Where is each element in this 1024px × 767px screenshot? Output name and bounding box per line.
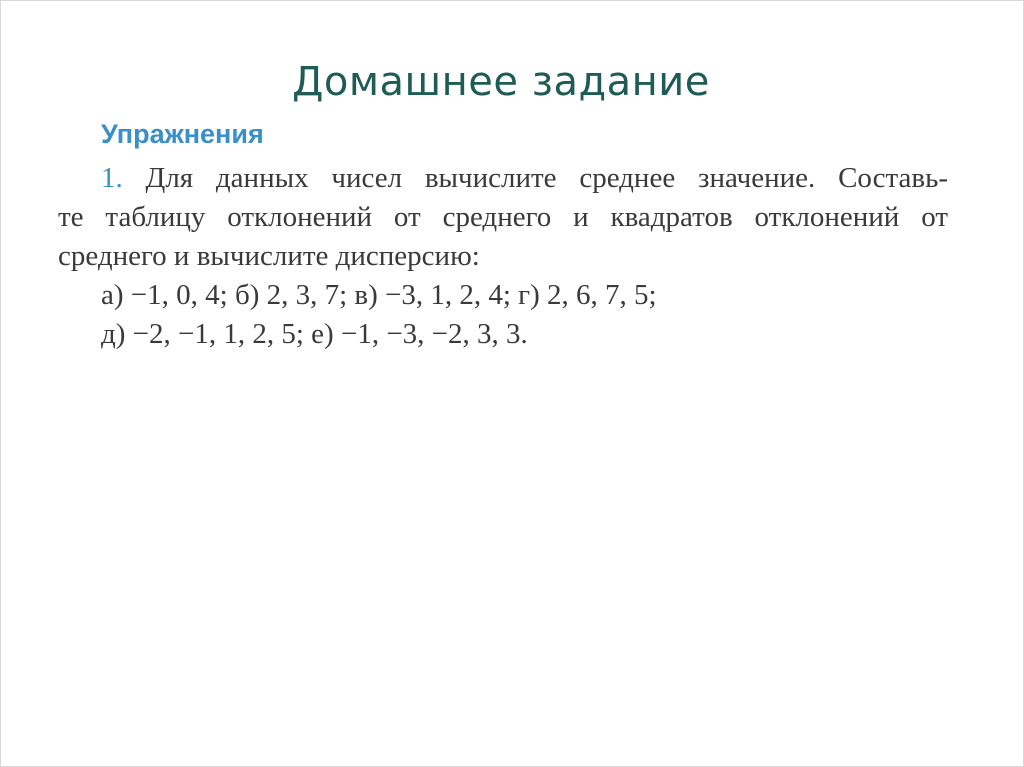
exercise-1 [58, 159, 948, 354]
exercises-heading: Упражнения [101, 119, 264, 149]
exercise-text-line-3: среднего и вычислите дисперсию: [58, 240, 480, 272]
exercise-text-line-2: те таблицу отклонений от среднего и квадратов отклонений от [58, 201, 948, 233]
exercise-number: 1. [101, 162, 123, 194]
slide-title: Домашнее задание [292, 59, 710, 105]
exercise-text-line-1 [58, 159, 948, 198]
exercise-variants-line-1: а) −1, 0, 4; б) 2, 3, 7; в) −3, 1, 2, 4; г) 2, 6, 7, 5; [101, 279, 657, 311]
exercise-variants-line-2: д) −2, −1, 1, 2, 5; е) −1, −3, −2, 3, 3. [101, 318, 528, 350]
exercise-text-1: Для данных чисел вычислите среднее значение. Составь- [145, 162, 948, 194]
